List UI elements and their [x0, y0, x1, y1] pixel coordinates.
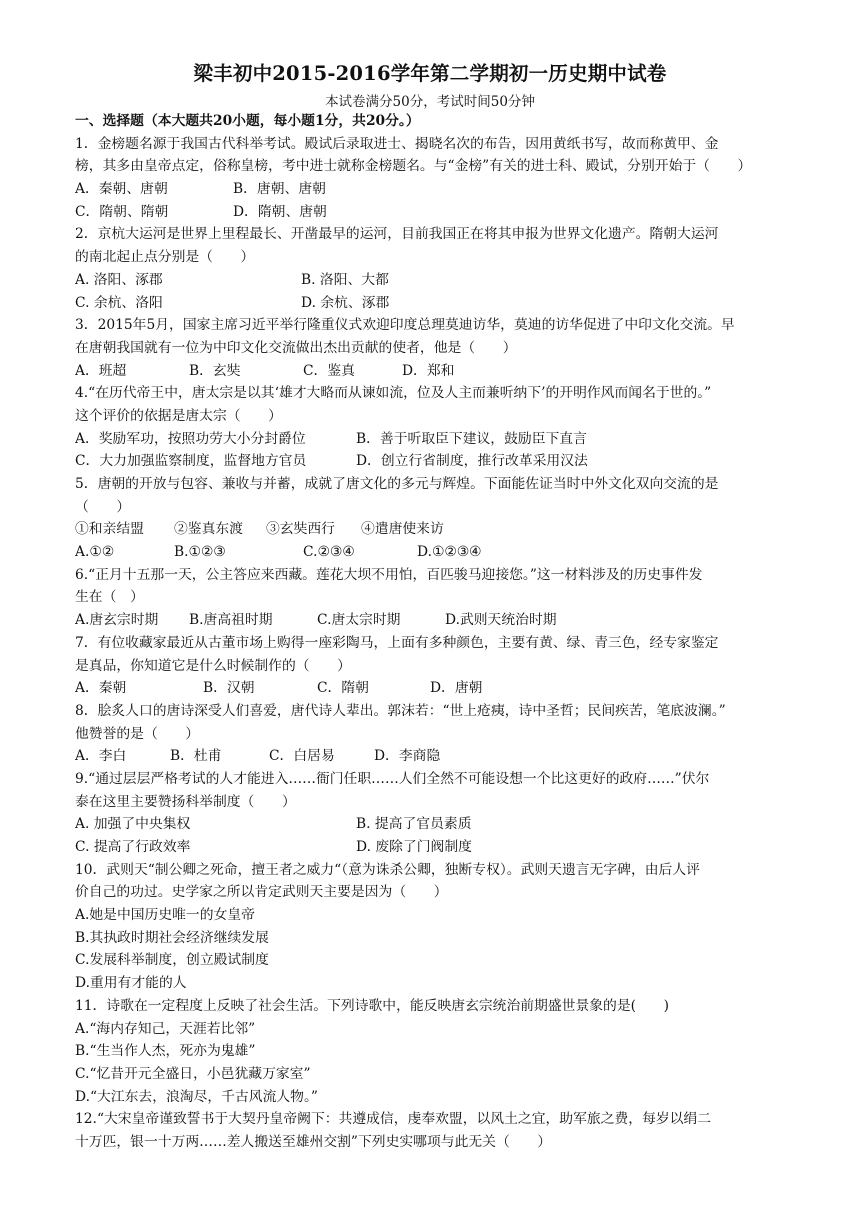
option-a: A．李白 [75, 748, 127, 765]
option-b: B.其执政时期社会经济继续发展 [75, 929, 269, 946]
option-row [75, 745, 791, 768]
option-a: A.唐玄宗时期 [75, 612, 159, 629]
option-row [75, 836, 791, 859]
question-9 [75, 768, 791, 859]
option-a: A.她是中国历史唯一的女皇帝 [75, 907, 255, 924]
option-d: D.“大江东去，浪淘尽，千古风流人物。” [75, 1088, 318, 1105]
question-8 [75, 700, 791, 768]
option-b: B. 提高了官员素质 [356, 816, 472, 833]
question-12 [75, 1108, 791, 1153]
question-7 [75, 632, 791, 700]
question-1 [75, 133, 791, 224]
option-c: C.唐太宗时期 [317, 612, 401, 629]
question-10 [75, 859, 791, 995]
option-a: A.“海内存知己，天涯若比邻” [75, 1020, 256, 1037]
option-d: D. 余杭、涿郡 [301, 294, 390, 311]
question-text: 6.“正月十五那一天，公主答应来西藏。莲花大坝不用怕，百匹骏马迎接您。”这一材料涉及的历史事件发 [75, 566, 703, 583]
option-c: C．隋朝、隋朝 [75, 203, 169, 220]
option-row [75, 201, 791, 224]
option-d: D．唐朝 [430, 680, 483, 697]
option-a: A．秦朝、唐朝 [75, 181, 168, 198]
question-5 [75, 473, 791, 564]
question-text: 榜，其多由皇帝点定，俗称皇榜，考中进士就称金榜题名。与“金榜”有关的进士科、殿试，分别开始于（ ） [75, 158, 752, 175]
option-c: C．白居易 [269, 748, 335, 765]
question-text: 生在（ ） [75, 589, 144, 606]
question-text: 1．金榜题名源于我国古代科举考试。殿试后录取进士、揭晓名次的布告，因用黄纸书写，故而称黄甲、金 [75, 135, 719, 152]
question-text: 7．有位收藏家最近从古董市场上购得一座彩陶马，上面有多种颜色，主要有黄、绿、青三色，经专家鉴定 [75, 634, 719, 651]
option-b: B．善于听取臣下建议，鼓励臣下直言 [356, 430, 587, 447]
option-row [75, 178, 791, 201]
question-text: 泰在这里主要赞扬科举制度（ ） [75, 793, 296, 810]
question-4 [75, 382, 791, 473]
option-a: A. 加强了中央集权 [75, 816, 191, 833]
option-row [75, 360, 791, 383]
item-3: ③玄奘西行 [266, 521, 335, 538]
question-text: 11．诗歌在一定程度上反映了社会生活。下列诗歌中，能反映唐玄宗统治前期盛世景象的是( ) [75, 997, 669, 1014]
option-row [75, 450, 791, 473]
question-text: 4.“在历代帝王中，唐太宗是以其‘雄才大略而从谏如流，位及人主而兼听纳下’的开明作风而闻名于世的。” [75, 385, 712, 402]
option-b: B．汉朝 [203, 680, 255, 697]
option-c: C.“忆昔开元全盛日，小邑犹藏万家室” [75, 1065, 311, 1082]
question-text: 9.“通过层层严格考试的人才能进入……衙门任职……人们全然不可能设想一个比这更好的政府……”伏尔 [75, 770, 710, 787]
option-b: B．杜甫 [170, 748, 222, 765]
option-c: C.发展科举制度，创立殿试制度 [75, 952, 269, 969]
option-d: D．创立行省制度，推行改革采用汉法 [356, 453, 588, 470]
option-row [75, 813, 791, 836]
option-d: D．郑和 [402, 362, 455, 379]
option-b: B.“生当作人杰，死亦为鬼雄” [75, 1043, 256, 1060]
option-d: D.武则天统治时期 [445, 612, 557, 629]
option-a: A．班超 [75, 362, 127, 379]
item-row [75, 518, 791, 541]
question-text: 十万匹，银一十万两……差人搬送至雄州交割”下列史实哪项与此无关（ ） [75, 1133, 552, 1150]
question-text: 这个评价的依据是唐太宗（ ） [75, 407, 282, 424]
option-d: D．隋朝、唐朝 [233, 203, 327, 220]
option-d: D．李商隐 [374, 748, 441, 765]
option-row [75, 677, 791, 700]
exam-title: 梁丰初中2015-2016学年第二学期初一历史期中试卷 [193, 62, 667, 85]
question-2 [75, 223, 791, 314]
option-c: C.②③④ [303, 544, 355, 561]
option-d: D.①②③④ [417, 544, 482, 561]
item-4: ④遣唐使来访 [361, 521, 444, 538]
question-text: （ ） [75, 498, 131, 515]
option-b: B．唐朝、唐朝 [233, 181, 326, 198]
exam-subtitle: 本试卷满分50分，考试时间50分钟 [325, 94, 535, 110]
question-3 [75, 314, 791, 382]
option-d: D. 废除了门阀制度 [356, 839, 472, 855]
question-text: 3．2015年5月，国家主席习近平举行隆重仪式欢迎印度总理莫迪访华，莫迪的访华促进了中印文化交流。早 [75, 317, 735, 334]
option-row [75, 428, 791, 451]
question-text: 2．京杭大运河是世界上里程最长、开凿最早的运河，目前我国正在将其申报为世界文化遗产。隋朝大运河 [75, 226, 719, 243]
option-c: C. 余杭、洛阳 [75, 294, 163, 311]
question-text: 10．武则天“制公卿之死命，擅王者之威力“（意为诛杀公卿，独断专权）。武则天遗言无字碑，由后人评 [75, 861, 700, 878]
option-row [75, 292, 791, 315]
option-c: C．隋朝 [317, 680, 369, 697]
option-a: A．奖励军功，按照功劳大小分封爵位 [75, 430, 306, 447]
option-d: D.重用有才能的人 [75, 975, 187, 992]
option-a: A. 洛阳、涿郡 [75, 271, 163, 288]
question-11 [75, 995, 791, 1108]
option-c: C．鉴真 [303, 362, 355, 379]
item-2: ②鉴真东渡 [174, 521, 243, 538]
question-text: 8．脍炙人口的唐诗深受人们喜爱，唐代诗人辈出。郭沫若：“世上疮痍，诗中圣哲；民间疾苦，笔底波澜。” [75, 702, 726, 719]
option-b: B. 洛阳、大都 [301, 271, 389, 288]
question-text: 12.“大宋皇帝谨致誓书于大契丹皇帝阙下：共遵成信，虔奉欢盟，以风土之宜，助军旅之费，每岁以绢二 [75, 1111, 712, 1128]
option-b: B.唐高祖时期 [189, 612, 273, 629]
question-text: 的南北起止点分别是（ ） [75, 249, 255, 266]
question-text: 在唐朝我国就有一位为中印文化交流做出杰出贡献的使者，他是（ ） [75, 339, 517, 356]
option-a: A．秦朝 [75, 680, 127, 697]
question-6 [75, 564, 791, 632]
option-b: B．玄奘 [189, 362, 241, 379]
question-text: 价自己的功过。史学家之所以肯定武则天主要是因为（ ） [75, 884, 448, 901]
option-row [75, 541, 791, 564]
option-row [75, 609, 791, 632]
exam-content [75, 110, 791, 1154]
option-c: C．大力加强监察制度，监督地方官员 [75, 453, 307, 470]
item-1: ①和亲结盟 [75, 521, 144, 538]
option-row [75, 269, 791, 292]
question-text: 是真品，你知道它是什么时候制作的（ ） [75, 657, 351, 674]
section-header: 一、选择题（本大题共20小题，每小题1分，共20分。） [75, 113, 420, 129]
question-text: 他赞誉的是（ ） [75, 725, 200, 742]
question-text: 5．唐朝的开放与包容、兼收与并蓄，成就了唐文化的多元与辉煌。下面能佐证当时中外文化双向交流的是 [75, 476, 719, 492]
option-c: C. 提高了行政效率 [75, 839, 191, 855]
option-a: A.①② [75, 544, 115, 561]
option-b: B.①②③ [174, 544, 226, 561]
